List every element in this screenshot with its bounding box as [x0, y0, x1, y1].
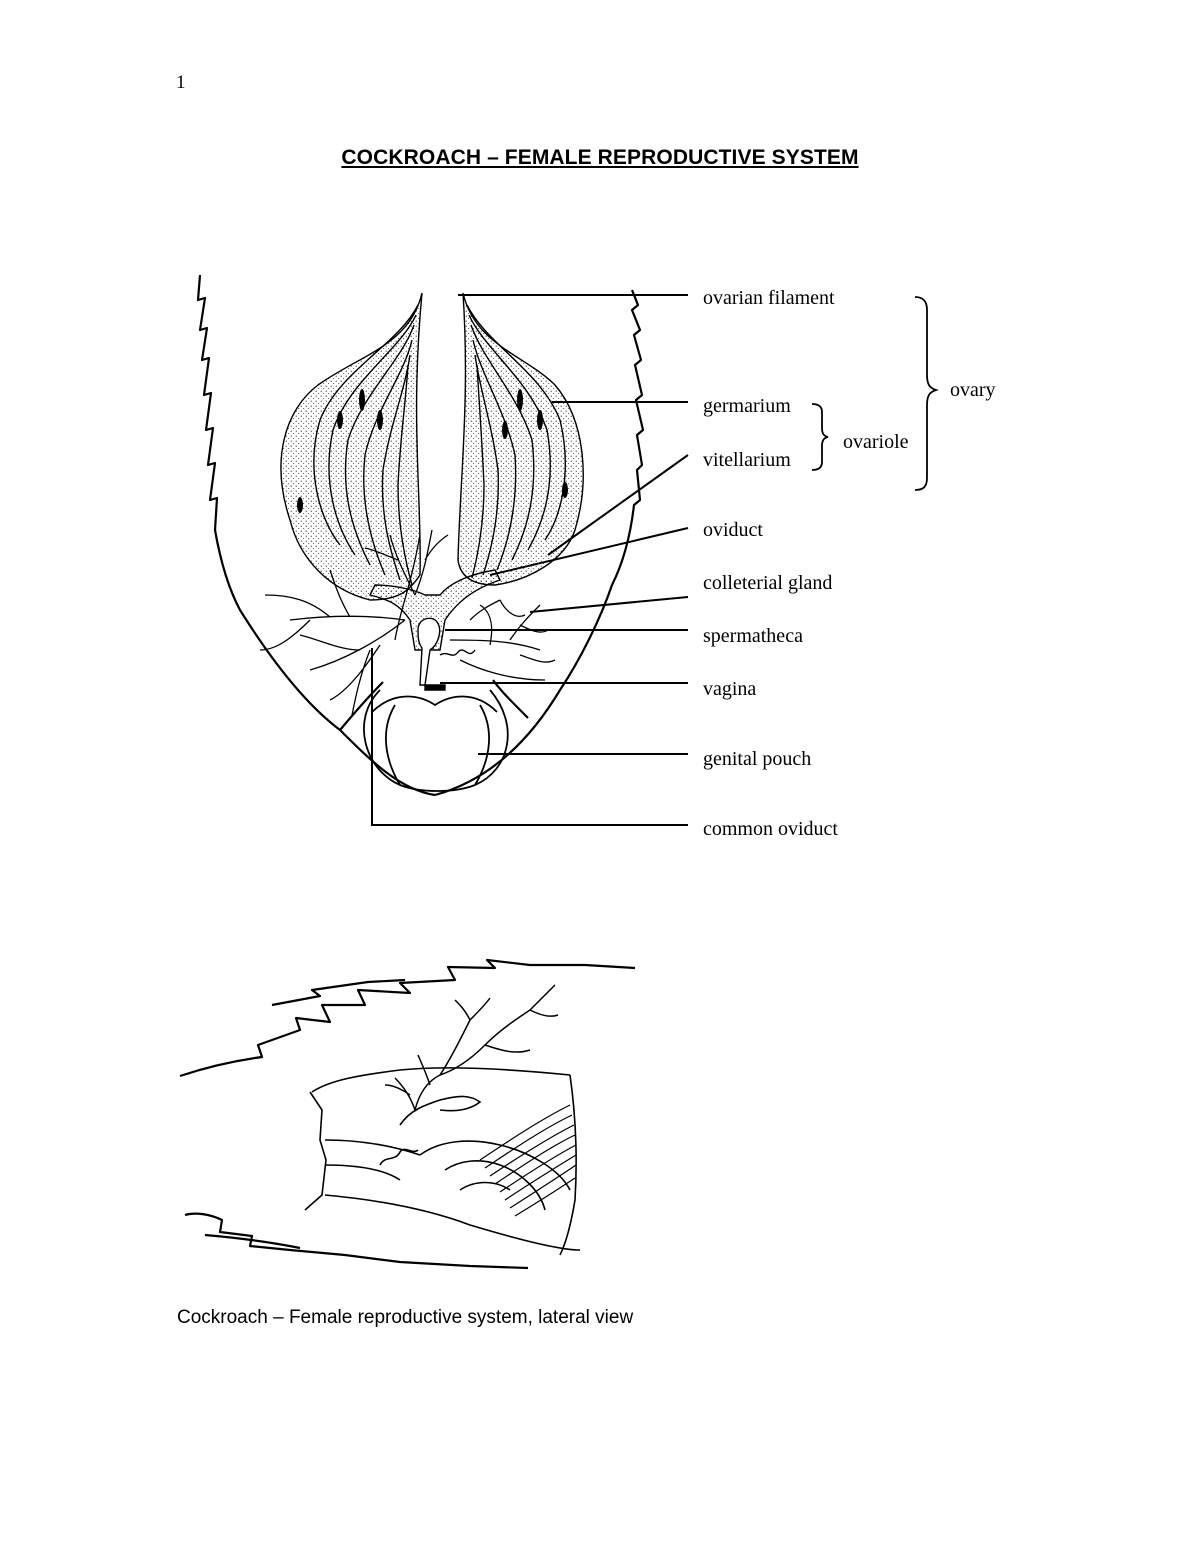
lateral-ovary-ovarioles — [480, 1105, 576, 1216]
label-genital-pouch: genital pouch — [703, 748, 812, 770]
lateral-body-outline — [180, 960, 635, 1268]
lateral-view-caption: Cockroach – Female reproductive system, lateral view — [177, 1307, 634, 1328]
label-vitellarium: vitellarium — [703, 449, 791, 471]
label-ovarian-filament: ovarian filament — [703, 287, 835, 309]
label-germarium: germarium — [703, 395, 791, 417]
label-oviduct: oviduct — [703, 519, 763, 541]
genital-pouch — [364, 690, 508, 791]
lateral-view-diagram — [0, 950, 700, 1280]
page-title: COCKROACH – FEMALE REPRODUCTIVE SYSTEM — [341, 146, 859, 169]
label-ovariole: ovariole — [843, 431, 909, 453]
ovary-bracket — [915, 297, 936, 490]
label-common-oviduct: common oviduct — [703, 818, 838, 840]
left-ovary — [281, 293, 422, 600]
page-number: 1 — [176, 72, 186, 93]
label-spermatheca: spermatheca — [703, 625, 803, 647]
ovariole-bracket — [812, 404, 828, 470]
label-ovary: ovary — [950, 379, 996, 401]
label-colleterial-gland: colleterial gland — [703, 572, 833, 594]
right-ovary — [458, 293, 583, 585]
label-vagina: vagina — [703, 678, 757, 700]
dorsal-view-diagram — [0, 255, 1200, 855]
lateral-colleterial-glands — [385, 985, 558, 1110]
lateral-internal — [305, 1068, 580, 1255]
